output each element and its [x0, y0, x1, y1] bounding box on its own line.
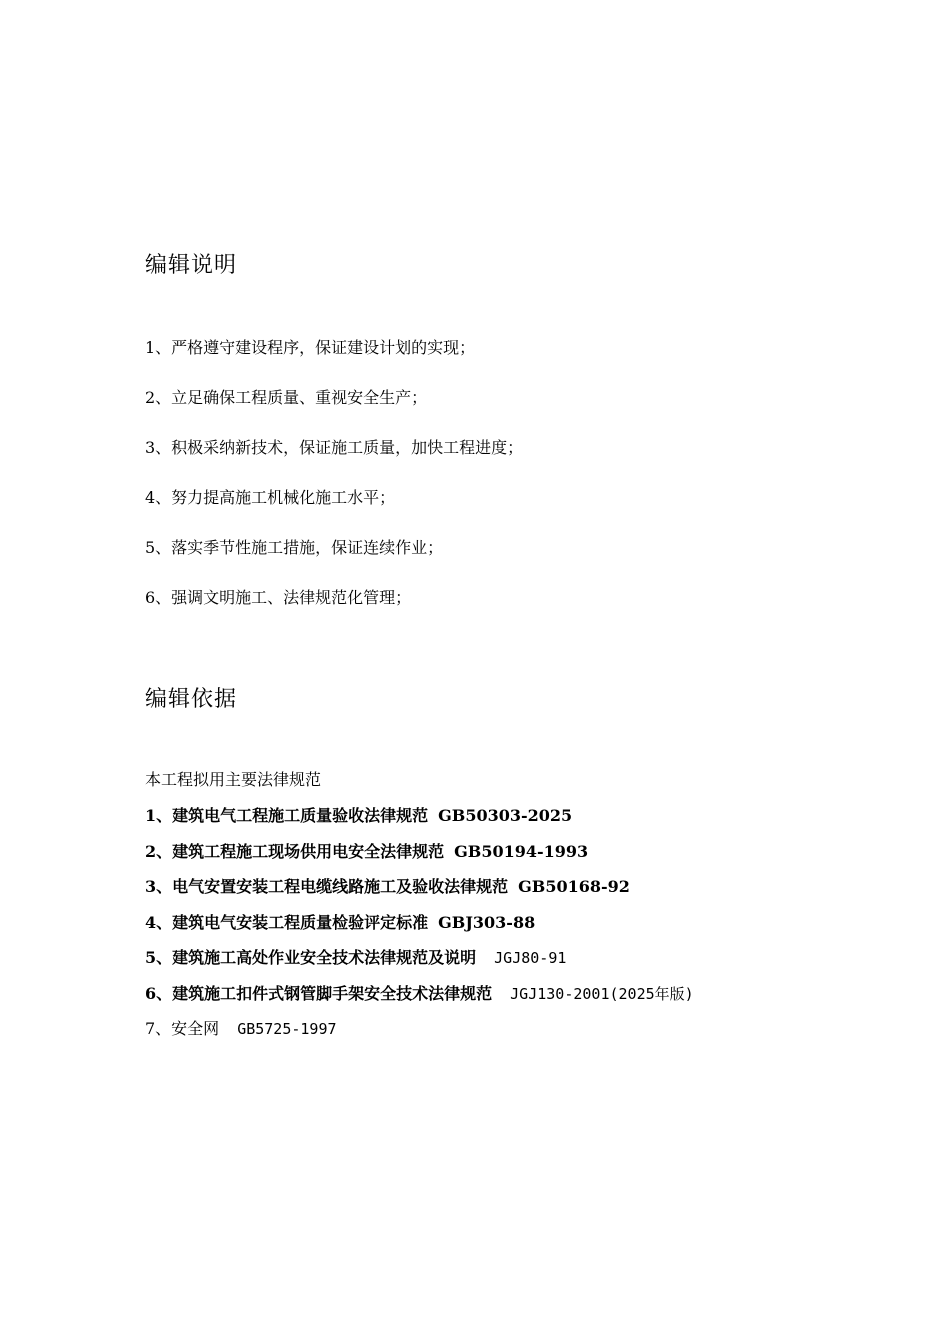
list-item: 1、严格遵守建设程序，保证建设计划的实现；	[145, 338, 476, 357]
standard-code: GB50168-92	[518, 877, 630, 896]
section-heading-explanation: 编辑说明	[145, 253, 238, 278]
standard-item	[145, 804, 694, 840]
standard-code: JGJ80-91	[494, 949, 567, 967]
standard-name: 2、建筑工程施工现场供用电安全法律规范	[145, 841, 445, 861]
standard-code: GB50303-2025	[438, 806, 573, 825]
standard-item	[145, 982, 694, 1018]
standard-name: 5、建筑施工高处作业安全技术法律规范及说明	[145, 948, 477, 967]
standard-item	[145, 840, 694, 876]
standard-code: GB50194-1993	[454, 841, 589, 861]
standard-name: 3、电气安置安装工程电缆线路施工及验收法律规范	[145, 877, 509, 896]
standard-name: 7、安全网	[145, 1019, 220, 1038]
standard-item	[145, 875, 694, 911]
standard-item	[145, 911, 694, 947]
standard-name: 6、建筑施工扣件式钢管脚手架安全技术法律规范	[145, 983, 493, 1003]
list-item: 6、强调文明施工、法律规范化管理；	[145, 588, 412, 607]
standard-code: GBJ303-88	[438, 912, 536, 932]
list-item: 3、积极采纳新技术，保证施工质量，加快工程进度；	[145, 438, 524, 457]
basis-section	[145, 768, 694, 1053]
list-item: 4、努力提高施工机械化施工水平；	[145, 488, 396, 507]
standard-item	[145, 1017, 694, 1053]
standard-name: 4、建筑电气安装工程质量检验评定标准	[145, 912, 429, 932]
standard-code: JGJ130-2001(2025年版)	[510, 984, 694, 1003]
standard-name: 1、建筑电气工程施工质量验收法律规范	[145, 806, 429, 825]
list-item: 5、落实季节性施工措施，保证连续作业；	[145, 538, 444, 557]
standard-code: GB5725-1997	[237, 1020, 337, 1038]
standards-list	[145, 804, 694, 1053]
section-heading-basis: 编辑依据	[145, 687, 238, 712]
standard-item	[145, 946, 694, 982]
basis-intro: 本工程拟用主要法律规范	[145, 770, 322, 789]
principles-list	[145, 336, 523, 636]
list-item: 2、立足确保工程质量、重视安全生产；	[145, 388, 428, 407]
